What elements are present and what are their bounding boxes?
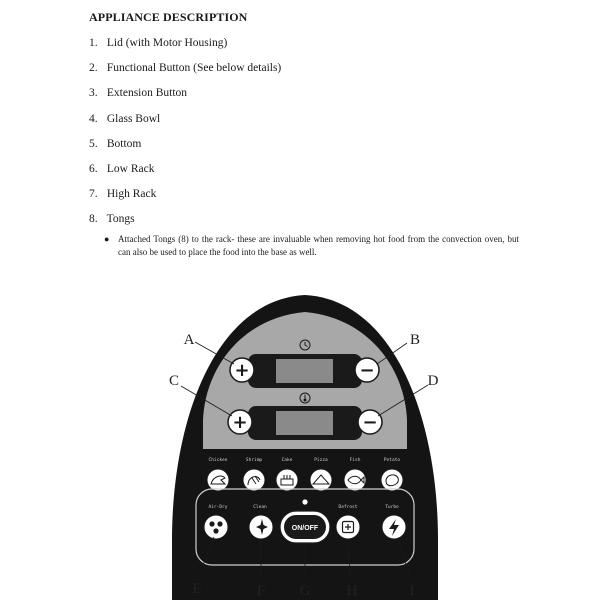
temp-display-screen [276, 411, 333, 435]
item-number: 6. [89, 162, 98, 175]
defrost-button[interactable] [336, 515, 360, 539]
preset-chicken-button[interactable] [207, 469, 229, 491]
minus-label: − [362, 412, 378, 433]
item-number: 5. [89, 137, 98, 150]
preset-fish-button[interactable] [344, 469, 366, 491]
item-label: Functional Button (See below details) [106, 62, 282, 75]
callout-b: B [409, 332, 421, 348]
function-label-air-dry: Air-Dry [208, 505, 228, 510]
preset-label-shrimp: Shrimp [245, 458, 263, 463]
callout-f: F [256, 583, 266, 599]
time-plus-button[interactable] [230, 358, 254, 382]
time-minus-button[interactable] [355, 358, 379, 382]
item-number: 1. [89, 37, 98, 49]
item-number: 2. [89, 62, 98, 75]
callout-d: D [427, 373, 439, 389]
preset-label-chicken: Chicken [208, 458, 228, 463]
callout-a: A [183, 332, 195, 348]
item-label: Bottom [106, 137, 142, 150]
preset-label-potato: Potato [383, 458, 401, 463]
preset-shrimp-button[interactable] [243, 469, 265, 491]
plus-label: + [234, 360, 250, 381]
preset-pizza-button[interactable] [310, 469, 332, 491]
item-number: 8. [89, 213, 98, 226]
on-off-label: ON/OFF [291, 525, 319, 532]
power-indicator-light [302, 499, 308, 505]
plus-label: + [232, 412, 248, 433]
item-label: High Rack [106, 188, 157, 201]
function-label-clean: Clean [253, 505, 267, 510]
preset-label-cake: Cake [281, 458, 293, 463]
callout-h: H [346, 583, 358, 599]
temp-minus-button[interactable] [358, 410, 382, 434]
tongs-note-text: Attached Tongs (8) to the rack- these are invaluable when removing hot food from the convection oven, but can also be used to place the food into the base as well. [118, 234, 519, 257]
air-dry-button[interactable] [204, 515, 228, 539]
timer-display-screen [276, 359, 333, 383]
preset-potato-button[interactable] [381, 469, 403, 491]
callout-e: E [192, 581, 202, 597]
item-label: Tongs [106, 213, 135, 226]
page-heading: APPLIANCE DESCRIPTION [89, 10, 248, 24]
item-number: 4. [89, 112, 98, 125]
callout-g: G [299, 583, 311, 599]
callout-i: I [409, 583, 415, 599]
function-label-turbo: Turbo [385, 505, 399, 510]
temp-plus-button[interactable] [228, 410, 252, 434]
minus-label: − [359, 360, 375, 381]
item-label: Lid (with Motor Housing) [106, 37, 228, 49]
on-off-button[interactable] [280, 511, 330, 543]
turbo-button[interactable] [382, 515, 406, 539]
bullet-dot-icon: ● [104, 234, 110, 244]
preset-cake-button[interactable] [276, 469, 298, 491]
item-label: Low Rack [106, 162, 155, 175]
function-label-defrost: Defrost [338, 505, 358, 510]
callout-c: C [168, 373, 180, 389]
item-label: Extension Button [106, 87, 188, 100]
item-label: Glass Bowl [106, 112, 161, 125]
preset-label-fish: Fish [349, 458, 361, 463]
item-number: 3. [89, 87, 98, 100]
item-number: 7. [89, 188, 98, 201]
clean-button[interactable] [249, 515, 273, 539]
preset-label-pizza: Pizza [314, 458, 328, 463]
